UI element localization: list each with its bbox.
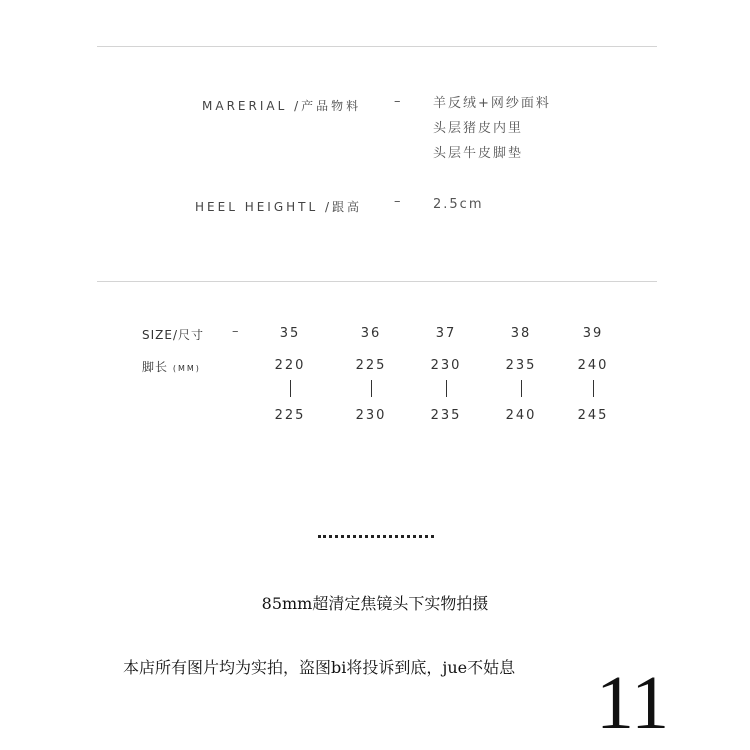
foot-max-cell: 240 bbox=[505, 408, 537, 423]
size-dash: – bbox=[232, 324, 239, 339]
middle-divider bbox=[97, 281, 657, 282]
foot-length-unit: (MM) bbox=[172, 364, 201, 373]
foot-min-cell: 225 bbox=[355, 358, 387, 373]
foot-min-cell: 220 bbox=[274, 358, 306, 373]
heel-height-dash: – bbox=[394, 194, 401, 209]
copyright-notice: 本店所有图片均为实拍，盗图bi将投诉到底，jue不姑息 bbox=[123, 658, 516, 677]
size-cell: 37 bbox=[435, 326, 457, 341]
range-separator bbox=[290, 380, 291, 397]
foot-min-cell: 235 bbox=[505, 358, 537, 373]
material-value-2: 头层猪皮内里 bbox=[433, 121, 524, 136]
heel-height-value: 2.5cm bbox=[433, 197, 484, 212]
range-separator bbox=[593, 380, 594, 397]
size-cell: 38 bbox=[510, 326, 532, 341]
photo-caption: 85mm超清定焦镜头下实物拍摄 bbox=[261, 594, 489, 613]
size-cell: 36 bbox=[360, 326, 382, 341]
heel-height-label: HEEL HEIGHTL /跟高 bbox=[195, 200, 363, 214]
range-separator bbox=[371, 380, 372, 397]
foot-max-cell: 245 bbox=[577, 408, 609, 423]
foot-max-cell: 225 bbox=[274, 408, 306, 423]
size-cell: 35 bbox=[279, 326, 301, 341]
foot-max-cell: 235 bbox=[430, 408, 462, 423]
foot-max-cell: 230 bbox=[355, 408, 387, 423]
dotted-separator bbox=[318, 535, 434, 538]
foot-min-cell: 230 bbox=[430, 358, 462, 373]
top-divider bbox=[97, 46, 657, 47]
material-dash: – bbox=[394, 94, 401, 109]
page-number: 11 bbox=[590, 665, 675, 741]
foot-length-text: 脚长 bbox=[142, 360, 169, 374]
size-label: SIZE/尺寸 bbox=[142, 328, 205, 342]
material-value-1: 羊反绒+网纱面料 bbox=[433, 96, 551, 111]
material-value-3: 头层牛皮脚垫 bbox=[433, 146, 524, 161]
range-separator bbox=[446, 380, 447, 397]
foot-length-label bbox=[142, 358, 201, 375]
material-label: MARERIAL /产品物料 bbox=[202, 99, 362, 113]
size-cell: 39 bbox=[582, 326, 604, 341]
range-separator bbox=[521, 380, 522, 397]
foot-min-cell: 240 bbox=[577, 358, 609, 373]
